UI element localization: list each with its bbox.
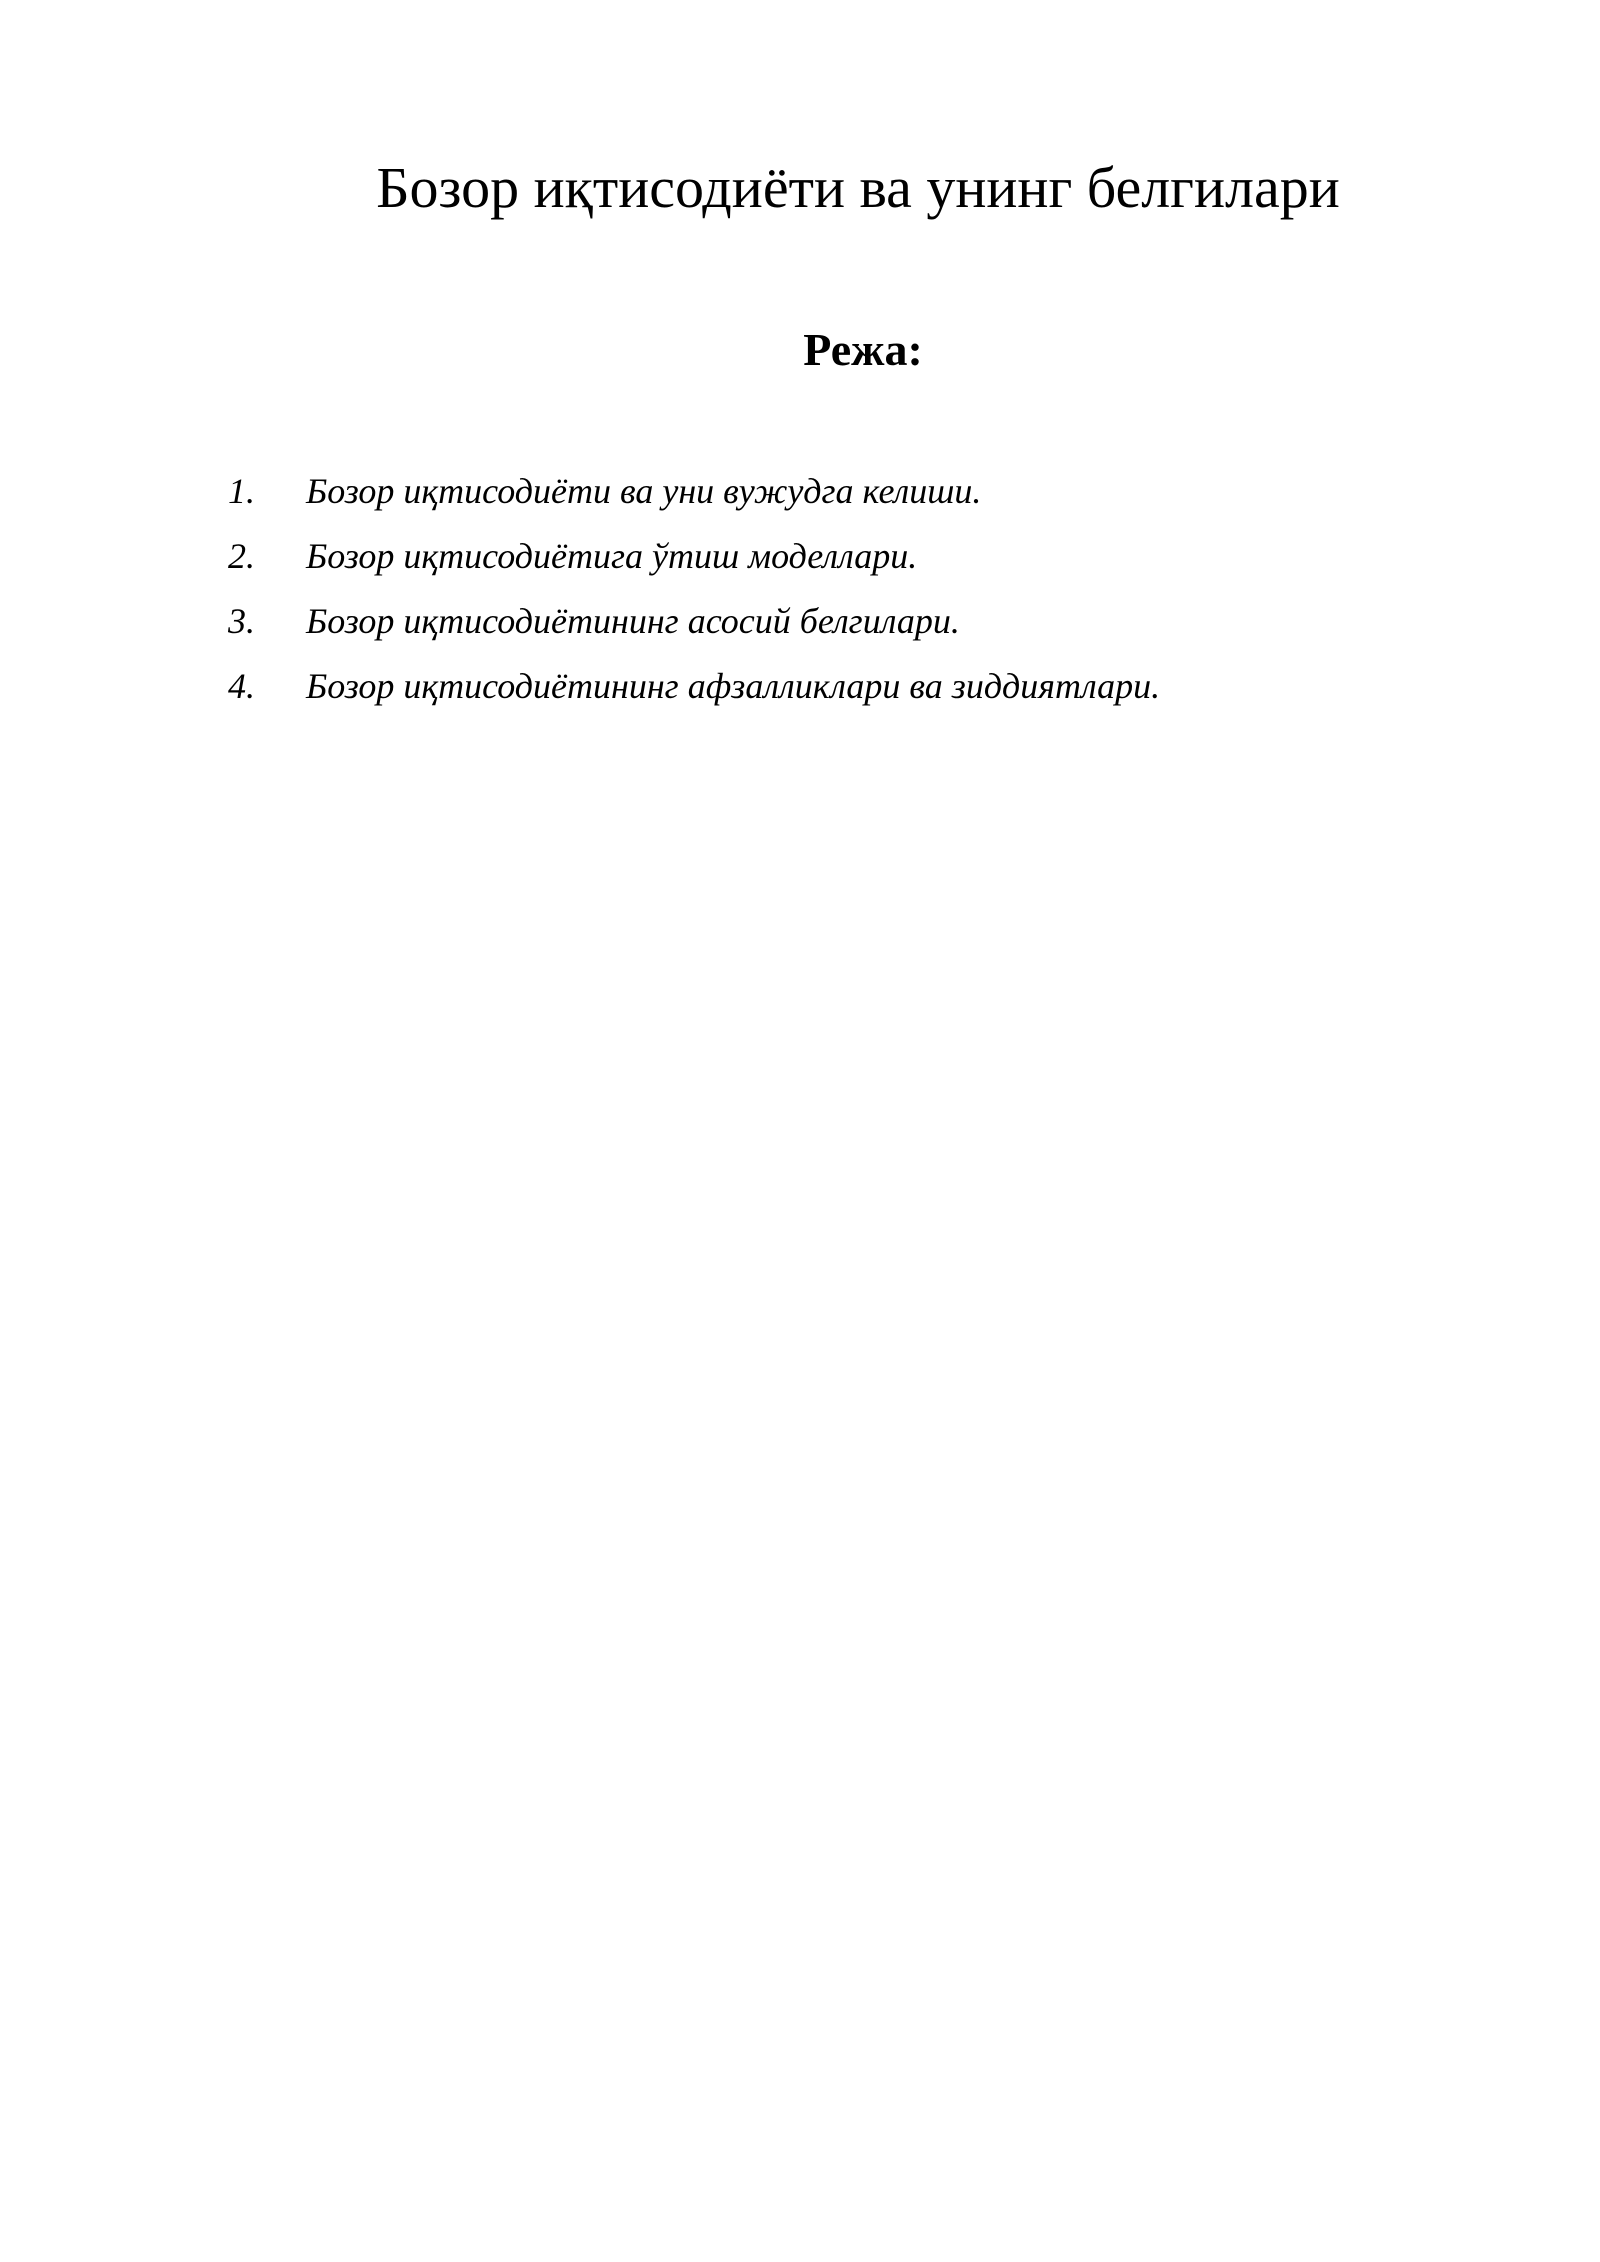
plan-item-number: 3. bbox=[228, 601, 255, 641]
document-title: Бозор иқтисодиёти ва унинг белгилари bbox=[376, 155, 1340, 220]
plan-item-number: 4. bbox=[228, 666, 255, 706]
plan-item-number: 1. bbox=[228, 471, 255, 511]
plan-item-text: Бозор иқтисодиётининг асосий белгилари. bbox=[306, 601, 960, 641]
plan-item-text: Бозор иқтисодиётининг афзалликлари ва зиддиятлари. bbox=[306, 666, 1161, 706]
plan-item-number: 2. bbox=[228, 536, 255, 576]
plan-item-text: Бозор иқтисодиёти ва уни вужудга келиши. bbox=[306, 471, 982, 511]
plan-heading: Режа: bbox=[803, 324, 923, 375]
plan-item-text: Бозор иқтисодиётига ўтиш моделлари. bbox=[306, 536, 918, 576]
